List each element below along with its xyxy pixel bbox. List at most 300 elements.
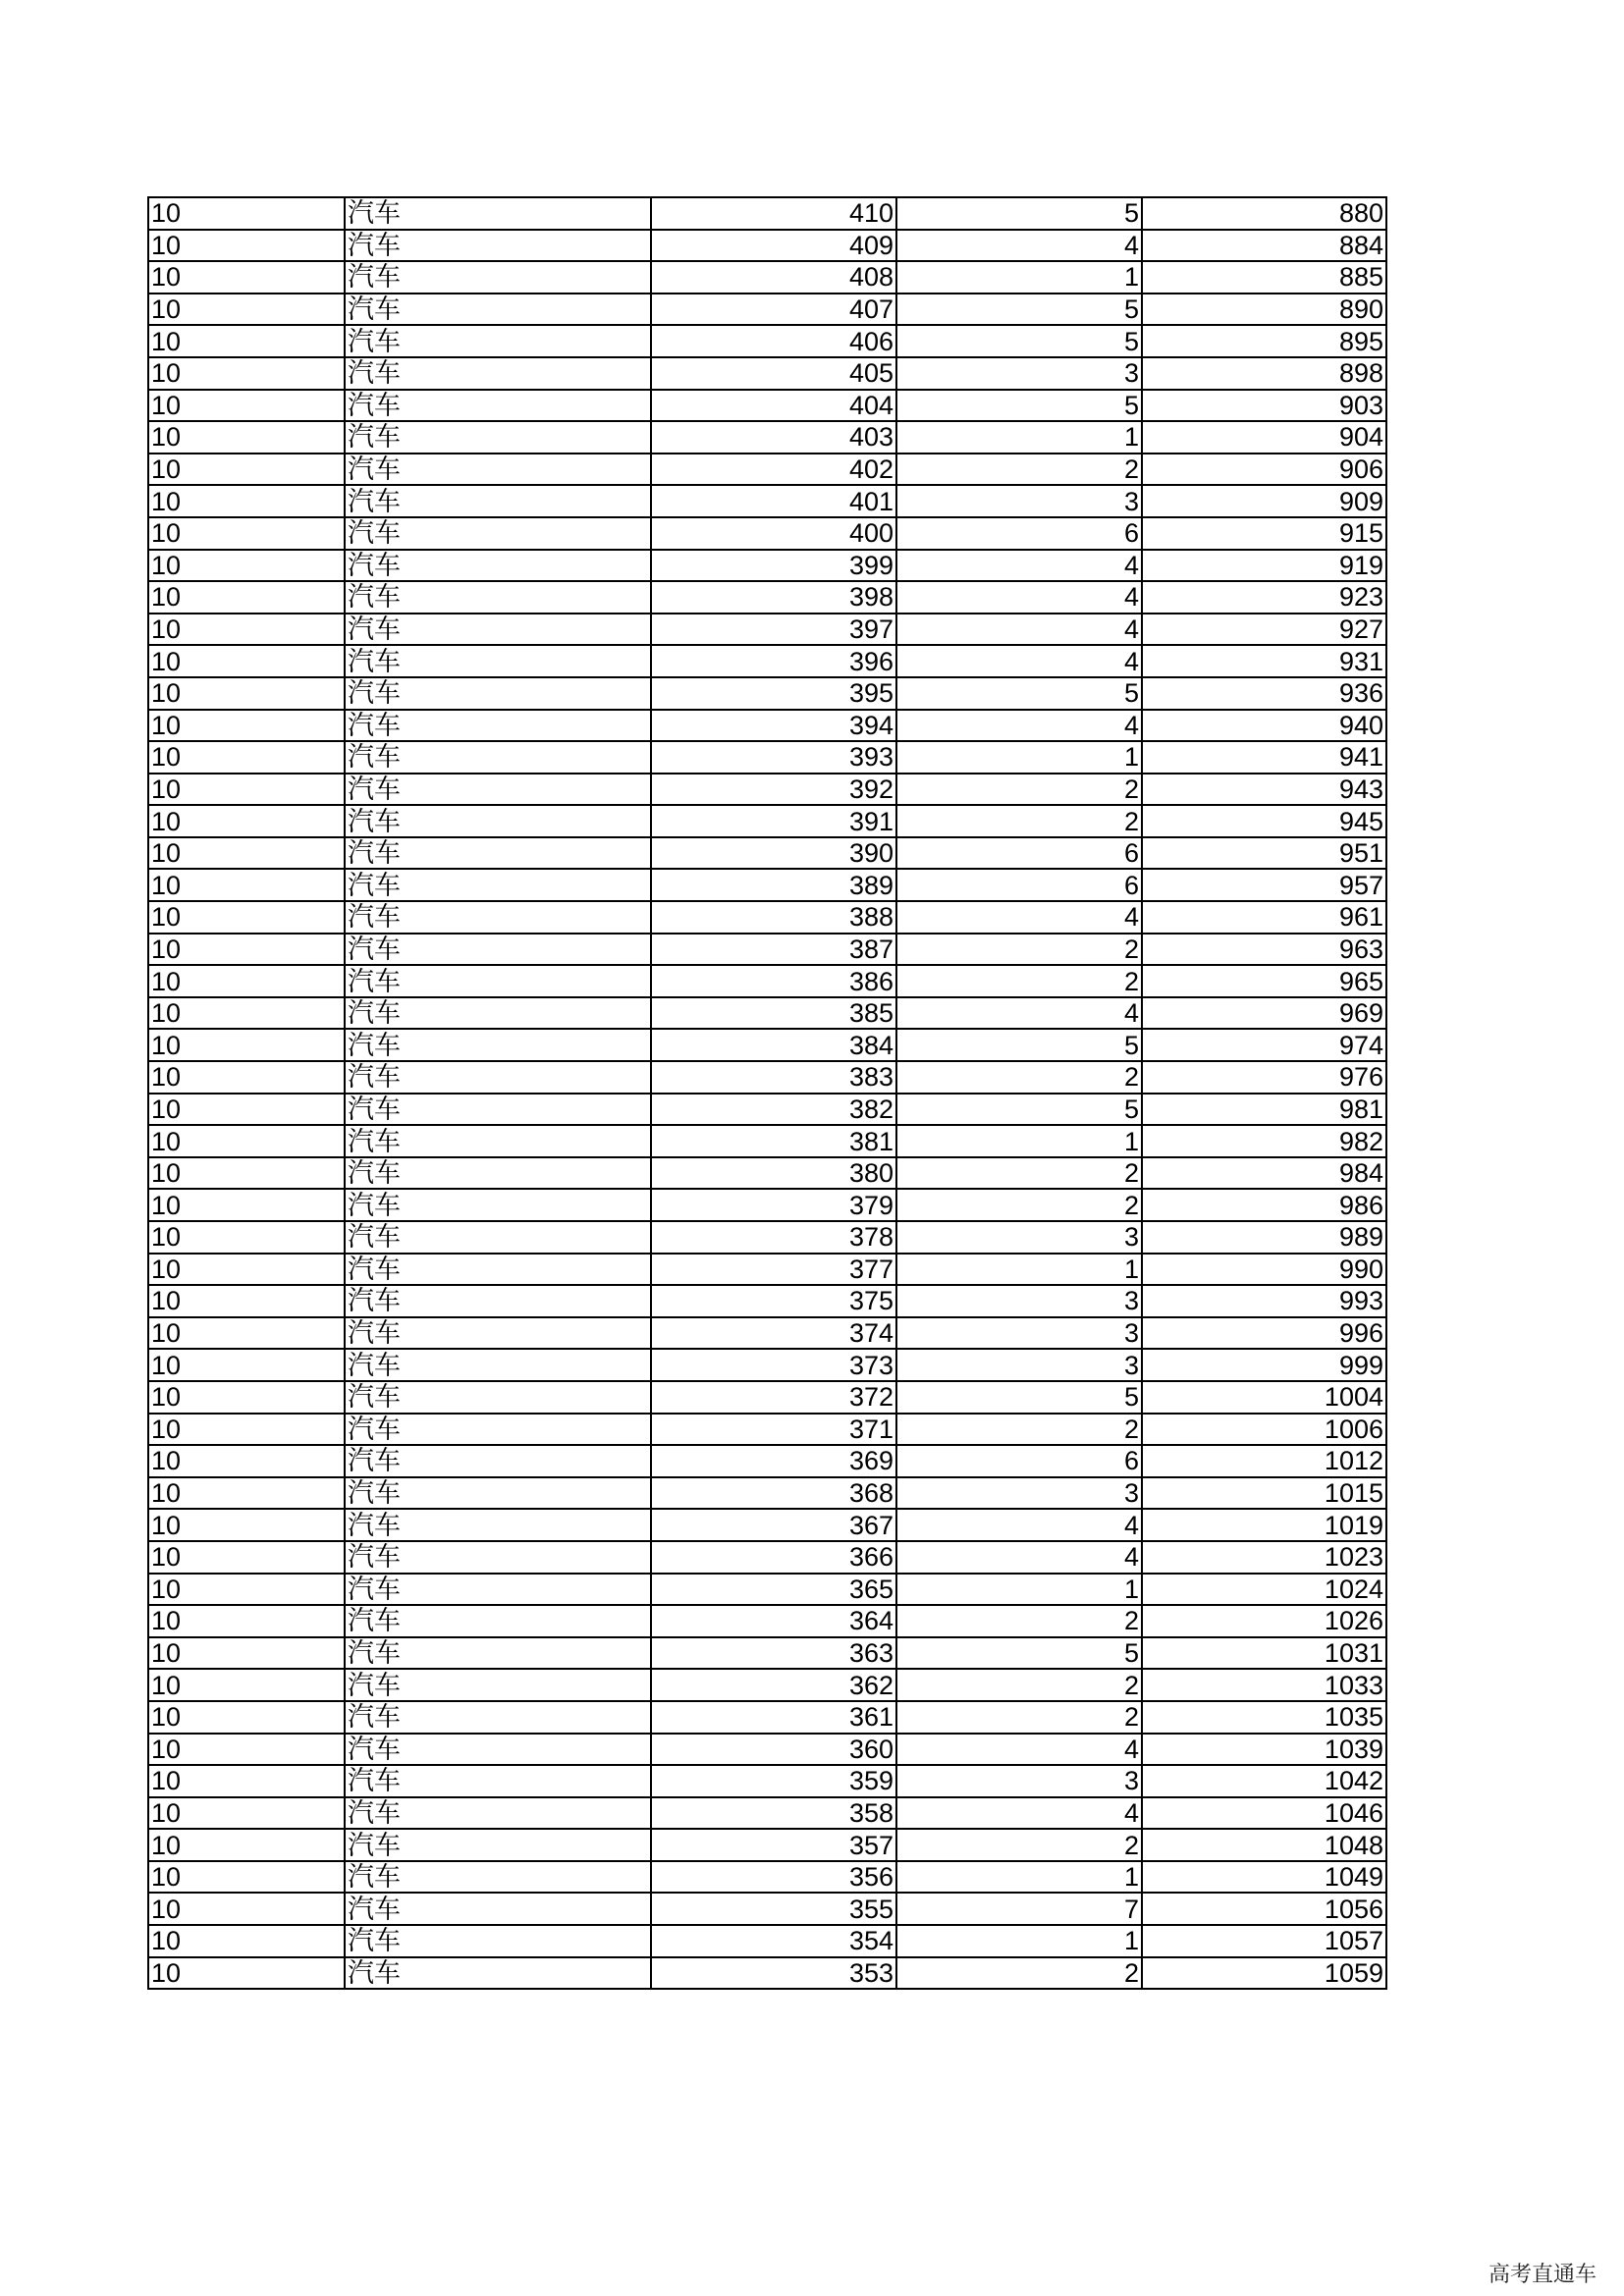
count-cell: 2 <box>896 1957 1142 1990</box>
count-cell: 4 <box>896 1541 1142 1574</box>
score-cell: 387 <box>651 934 896 966</box>
footer-watermark: 高考直通车 <box>1488 2262 1597 2286</box>
batch-cell: 10 <box>148 325 345 357</box>
batch-cell: 10 <box>148 421 345 454</box>
category-cell: 汽车 <box>345 741 651 774</box>
count-cell: 3 <box>896 485 1142 517</box>
category-cell: 汽车 <box>345 901 651 934</box>
cumulative-cell: 1056 <box>1142 1893 1386 1925</box>
score-cell: 380 <box>651 1157 896 1190</box>
count-cell: 3 <box>896 1317 1142 1350</box>
score-cell: 375 <box>651 1285 896 1317</box>
category-cell: 汽车 <box>345 1285 651 1317</box>
category-cell: 汽车 <box>345 805 651 837</box>
table-row <box>148 1605 1386 1637</box>
batch-cell: 10 <box>148 357 345 390</box>
batch-cell: 10 <box>148 1414 345 1446</box>
cumulative-cell: 936 <box>1142 677 1386 710</box>
score-cell: 401 <box>651 485 896 517</box>
table-row <box>148 581 1386 614</box>
score-cell: 355 <box>651 1893 896 1925</box>
batch-cell: 10 <box>148 390 345 422</box>
batch-cell: 10 <box>148 1445 345 1477</box>
score-cell: 365 <box>651 1574 896 1606</box>
count-cell: 6 <box>896 837 1142 870</box>
cumulative-cell: 1057 <box>1142 1925 1386 1957</box>
category-cell: 汽车 <box>345 1541 651 1574</box>
cumulative-cell: 961 <box>1142 901 1386 934</box>
table-row <box>148 645 1386 677</box>
score-cell: 378 <box>651 1221 896 1254</box>
score-cell: 400 <box>651 517 896 550</box>
count-cell: 3 <box>896 1477 1142 1510</box>
score-cell: 374 <box>651 1317 896 1350</box>
count-cell: 5 <box>896 325 1142 357</box>
batch-cell: 10 <box>148 581 345 614</box>
batch-cell: 10 <box>148 1925 345 1957</box>
cumulative-cell: 1023 <box>1142 1541 1386 1574</box>
category-cell: 汽车 <box>345 454 651 486</box>
category-cell: 汽车 <box>345 1765 651 1797</box>
cumulative-cell: 1033 <box>1142 1669 1386 1701</box>
count-cell: 4 <box>896 550 1142 582</box>
cumulative-cell: 1004 <box>1142 1381 1386 1414</box>
batch-cell: 10 <box>148 934 345 966</box>
table-row <box>148 1125 1386 1157</box>
batch-cell: 10 <box>148 1861 345 1894</box>
count-cell: 4 <box>896 1509 1142 1541</box>
cumulative-cell: 951 <box>1142 837 1386 870</box>
cumulative-cell: 993 <box>1142 1285 1386 1317</box>
count-cell: 3 <box>896 1285 1142 1317</box>
table-row <box>148 1061 1386 1094</box>
category-cell: 汽车 <box>345 710 651 742</box>
table-row <box>148 1893 1386 1925</box>
table-row <box>148 1221 1386 1254</box>
category-cell: 汽车 <box>345 581 651 614</box>
cumulative-cell: 919 <box>1142 550 1386 582</box>
cumulative-cell: 969 <box>1142 997 1386 1030</box>
count-cell: 5 <box>896 197 1142 230</box>
count-cell: 2 <box>896 1189 1142 1221</box>
cumulative-cell: 943 <box>1142 774 1386 806</box>
table-row <box>148 614 1386 646</box>
score-cell: 407 <box>651 294 896 326</box>
cumulative-cell: 906 <box>1142 454 1386 486</box>
count-cell: 2 <box>896 1701 1142 1734</box>
category-cell: 汽车 <box>345 1734 651 1766</box>
table-row <box>148 1094 1386 1126</box>
table-row <box>148 710 1386 742</box>
count-cell: 2 <box>896 805 1142 837</box>
batch-cell: 10 <box>148 1254 345 1286</box>
table-row <box>148 1829 1386 1861</box>
batch-cell: 10 <box>148 1061 345 1094</box>
score-cell: 398 <box>651 581 896 614</box>
score-cell: 385 <box>651 997 896 1030</box>
batch-cell: 10 <box>148 261 345 294</box>
batch-cell: 10 <box>148 1637 345 1670</box>
count-cell: 4 <box>896 997 1142 1030</box>
batch-cell: 10 <box>148 1189 345 1221</box>
table-row <box>148 325 1386 357</box>
cumulative-cell: 986 <box>1142 1189 1386 1221</box>
cumulative-cell: 957 <box>1142 869 1386 901</box>
batch-cell: 10 <box>148 997 345 1030</box>
count-cell: 1 <box>896 1925 1142 1957</box>
cumulative-cell: 909 <box>1142 485 1386 517</box>
cumulative-cell: 895 <box>1142 325 1386 357</box>
table-body <box>148 197 1386 1989</box>
batch-cell: 10 <box>148 550 345 582</box>
cumulative-cell: 945 <box>1142 805 1386 837</box>
score-cell: 395 <box>651 677 896 710</box>
category-cell: 汽车 <box>345 1957 651 1990</box>
table-row <box>148 1349 1386 1381</box>
category-cell: 汽车 <box>345 1797 651 1830</box>
table-row <box>148 805 1386 837</box>
category-cell: 汽车 <box>345 645 651 677</box>
batch-cell: 10 <box>148 1094 345 1126</box>
cumulative-cell: 1024 <box>1142 1574 1386 1606</box>
score-cell: 393 <box>651 741 896 774</box>
table-row <box>148 934 1386 966</box>
batch-cell: 10 <box>148 1285 345 1317</box>
batch-cell: 10 <box>148 1829 345 1861</box>
cumulative-cell: 1049 <box>1142 1861 1386 1894</box>
score-cell: 377 <box>651 1254 896 1286</box>
count-cell: 3 <box>896 1221 1142 1254</box>
table-row <box>148 1254 1386 1286</box>
table-row <box>148 1765 1386 1797</box>
category-cell: 汽车 <box>345 1094 651 1126</box>
category-cell: 汽车 <box>345 1189 651 1221</box>
count-cell: 1 <box>896 1125 1142 1157</box>
count-cell: 2 <box>896 934 1142 966</box>
score-cell: 396 <box>651 645 896 677</box>
table-row <box>148 485 1386 517</box>
category-cell: 汽车 <box>345 325 651 357</box>
category-cell: 汽车 <box>345 1445 651 1477</box>
score-cell: 361 <box>651 1701 896 1734</box>
cumulative-cell: 1048 <box>1142 1829 1386 1861</box>
table-row <box>148 965 1386 997</box>
category-cell: 汽车 <box>345 1893 651 1925</box>
count-cell: 3 <box>896 1765 1142 1797</box>
score-cell: 392 <box>651 774 896 806</box>
cumulative-cell: 940 <box>1142 710 1386 742</box>
category-cell: 汽车 <box>345 517 651 550</box>
score-cell: 371 <box>651 1414 896 1446</box>
count-cell: 4 <box>896 901 1142 934</box>
batch-cell: 10 <box>148 1605 345 1637</box>
score-cell: 399 <box>651 550 896 582</box>
batch-cell: 10 <box>148 1734 345 1766</box>
table-row <box>148 1574 1386 1606</box>
count-cell: 4 <box>896 581 1142 614</box>
batch-cell: 10 <box>148 294 345 326</box>
batch-cell: 10 <box>148 1797 345 1830</box>
category-cell: 汽车 <box>345 197 651 230</box>
category-cell: 汽车 <box>345 1414 651 1446</box>
score-cell: 358 <box>651 1797 896 1830</box>
score-cell: 402 <box>651 454 896 486</box>
batch-cell: 10 <box>148 1669 345 1701</box>
score-cell: 403 <box>651 421 896 454</box>
table-row <box>148 997 1386 1030</box>
batch-cell: 10 <box>148 1125 345 1157</box>
score-cell: 367 <box>651 1509 896 1541</box>
table-row <box>148 1925 1386 1957</box>
score-cell: 383 <box>651 1061 896 1094</box>
count-cell: 1 <box>896 1861 1142 1894</box>
score-cell: 364 <box>651 1605 896 1637</box>
cumulative-cell: 1046 <box>1142 1797 1386 1830</box>
score-cell: 373 <box>651 1349 896 1381</box>
table-row <box>148 869 1386 901</box>
table-row <box>148 1957 1386 1990</box>
score-cell: 363 <box>651 1637 896 1670</box>
score-cell: 406 <box>651 325 896 357</box>
category-cell: 汽车 <box>345 421 651 454</box>
table-row <box>148 1029 1386 1061</box>
batch-cell: 10 <box>148 1221 345 1254</box>
batch-cell: 10 <box>148 805 345 837</box>
category-cell: 汽车 <box>345 1317 651 1350</box>
cumulative-cell: 927 <box>1142 614 1386 646</box>
count-cell: 6 <box>896 869 1142 901</box>
count-cell: 4 <box>896 614 1142 646</box>
count-cell: 5 <box>896 294 1142 326</box>
score-cell: 386 <box>651 965 896 997</box>
batch-cell: 10 <box>148 1381 345 1414</box>
category-cell: 汽车 <box>345 261 651 294</box>
category-cell: 汽车 <box>345 485 651 517</box>
count-cell: 4 <box>896 1734 1142 1766</box>
category-cell: 汽车 <box>345 550 651 582</box>
table-row <box>148 550 1386 582</box>
count-cell: 5 <box>896 677 1142 710</box>
table-row <box>148 1861 1386 1894</box>
cumulative-cell: 963 <box>1142 934 1386 966</box>
count-cell: 6 <box>896 517 1142 550</box>
batch-cell: 10 <box>148 485 345 517</box>
score-cell: 360 <box>651 1734 896 1766</box>
table-row <box>148 1157 1386 1190</box>
table-row <box>148 197 1386 230</box>
batch-cell: 10 <box>148 1893 345 1925</box>
batch-cell: 10 <box>148 454 345 486</box>
score-cell: 362 <box>651 1669 896 1701</box>
category-cell: 汽车 <box>345 997 651 1030</box>
score-cell: 372 <box>651 1381 896 1414</box>
cumulative-cell: 1012 <box>1142 1445 1386 1477</box>
score-cell: 357 <box>651 1829 896 1861</box>
cumulative-cell: 965 <box>1142 965 1386 997</box>
cumulative-cell: 1015 <box>1142 1477 1386 1510</box>
table-row <box>148 294 1386 326</box>
count-cell: 5 <box>896 1094 1142 1126</box>
cumulative-cell: 923 <box>1142 581 1386 614</box>
count-cell: 1 <box>896 421 1142 454</box>
score-cell: 382 <box>651 1094 896 1126</box>
cumulative-cell: 982 <box>1142 1125 1386 1157</box>
score-cell: 369 <box>651 1445 896 1477</box>
cumulative-cell: 981 <box>1142 1094 1386 1126</box>
score-cell: 410 <box>651 197 896 230</box>
batch-cell: 10 <box>148 901 345 934</box>
score-cell: 404 <box>651 390 896 422</box>
cumulative-cell: 898 <box>1142 357 1386 390</box>
count-cell: 1 <box>896 741 1142 774</box>
batch-cell: 10 <box>148 1509 345 1541</box>
count-cell: 2 <box>896 1829 1142 1861</box>
batch-cell: 10 <box>148 677 345 710</box>
table-row <box>148 837 1386 870</box>
category-cell: 汽车 <box>345 1254 651 1286</box>
score-cell: 356 <box>651 1861 896 1894</box>
category-cell: 汽车 <box>345 1477 651 1510</box>
batch-cell: 10 <box>148 1029 345 1061</box>
category-cell: 汽车 <box>345 614 651 646</box>
table-row <box>148 741 1386 774</box>
category-cell: 汽车 <box>345 357 651 390</box>
cumulative-cell: 1019 <box>1142 1509 1386 1541</box>
table-row <box>148 1669 1386 1701</box>
cumulative-cell: 999 <box>1142 1349 1386 1381</box>
cumulative-cell: 903 <box>1142 390 1386 422</box>
table-row <box>148 1445 1386 1477</box>
category-cell: 汽车 <box>345 390 651 422</box>
category-cell: 汽车 <box>345 837 651 870</box>
count-cell: 1 <box>896 261 1142 294</box>
table-row <box>148 1701 1386 1734</box>
cumulative-cell: 976 <box>1142 1061 1386 1094</box>
batch-cell: 10 <box>148 741 345 774</box>
count-cell: 2 <box>896 1414 1142 1446</box>
cumulative-cell: 1031 <box>1142 1637 1386 1670</box>
count-cell: 7 <box>896 1893 1142 1925</box>
score-cell: 353 <box>651 1957 896 1990</box>
score-cell: 381 <box>651 1125 896 1157</box>
category-cell: 汽车 <box>345 1029 651 1061</box>
cumulative-cell: 904 <box>1142 421 1386 454</box>
table-row <box>148 774 1386 806</box>
score-cell: 391 <box>651 805 896 837</box>
cumulative-cell: 1059 <box>1142 1957 1386 1990</box>
category-cell: 汽车 <box>345 869 651 901</box>
cumulative-cell: 996 <box>1142 1317 1386 1350</box>
category-cell: 汽车 <box>345 934 651 966</box>
count-cell: 2 <box>896 454 1142 486</box>
cumulative-cell: 890 <box>1142 294 1386 326</box>
count-cell: 2 <box>896 1061 1142 1094</box>
count-cell: 5 <box>896 1029 1142 1061</box>
cumulative-cell: 1042 <box>1142 1765 1386 1797</box>
category-cell: 汽车 <box>345 1349 651 1381</box>
score-cell: 354 <box>651 1925 896 1957</box>
batch-cell: 10 <box>148 965 345 997</box>
count-cell: 5 <box>896 1637 1142 1670</box>
score-cell: 388 <box>651 901 896 934</box>
category-cell: 汽车 <box>345 230 651 262</box>
cumulative-cell: 941 <box>1142 741 1386 774</box>
category-cell: 汽车 <box>345 1381 651 1414</box>
cumulative-cell: 989 <box>1142 1221 1386 1254</box>
cumulative-cell: 880 <box>1142 197 1386 230</box>
cumulative-cell: 915 <box>1142 517 1386 550</box>
score-cell: 368 <box>651 1477 896 1510</box>
table-row <box>148 1317 1386 1350</box>
table-row <box>148 1541 1386 1574</box>
batch-cell: 10 <box>148 1157 345 1190</box>
batch-cell: 10 <box>148 1477 345 1510</box>
score-cell: 405 <box>651 357 896 390</box>
count-cell: 2 <box>896 1669 1142 1701</box>
batch-cell: 10 <box>148 1574 345 1606</box>
count-cell: 4 <box>896 710 1142 742</box>
category-cell: 汽车 <box>345 1605 651 1637</box>
category-cell: 汽车 <box>345 1829 651 1861</box>
table-row <box>148 230 1386 262</box>
cumulative-cell: 974 <box>1142 1029 1386 1061</box>
batch-cell: 10 <box>148 517 345 550</box>
batch-cell: 10 <box>148 869 345 901</box>
category-cell: 汽车 <box>345 1701 651 1734</box>
batch-cell: 10 <box>148 1349 345 1381</box>
table-row <box>148 901 1386 934</box>
count-cell: 2 <box>896 1157 1142 1190</box>
batch-cell: 10 <box>148 230 345 262</box>
count-cell: 3 <box>896 357 1142 390</box>
score-table <box>147 196 1387 1990</box>
table-row <box>148 1509 1386 1541</box>
score-cell: 409 <box>651 230 896 262</box>
category-cell: 汽车 <box>345 1574 651 1606</box>
batch-cell: 10 <box>148 1957 345 1990</box>
cumulative-cell: 1026 <box>1142 1605 1386 1637</box>
score-cell: 408 <box>651 261 896 294</box>
category-cell: 汽车 <box>345 677 651 710</box>
category-cell: 汽车 <box>345 294 651 326</box>
category-cell: 汽车 <box>345 1669 651 1701</box>
category-cell: 汽车 <box>345 1861 651 1894</box>
count-cell: 2 <box>896 774 1142 806</box>
cumulative-cell: 885 <box>1142 261 1386 294</box>
category-cell: 汽车 <box>345 1061 651 1094</box>
count-cell: 4 <box>896 645 1142 677</box>
batch-cell: 10 <box>148 1541 345 1574</box>
table-row <box>148 454 1386 486</box>
table-row <box>148 1797 1386 1830</box>
score-cell: 379 <box>651 1189 896 1221</box>
batch-cell: 10 <box>148 837 345 870</box>
batch-cell: 10 <box>148 710 345 742</box>
category-cell: 汽车 <box>345 1637 651 1670</box>
count-cell: 6 <box>896 1445 1142 1477</box>
score-cell: 394 <box>651 710 896 742</box>
table-row <box>148 1381 1386 1414</box>
table-row <box>148 1285 1386 1317</box>
batch-cell: 10 <box>148 1317 345 1350</box>
count-cell: 4 <box>896 1797 1142 1830</box>
table-row <box>148 1734 1386 1766</box>
category-cell: 汽车 <box>345 1509 651 1541</box>
score-cell: 389 <box>651 869 896 901</box>
cumulative-cell: 984 <box>1142 1157 1386 1190</box>
table-row <box>148 390 1386 422</box>
cumulative-cell: 1006 <box>1142 1414 1386 1446</box>
